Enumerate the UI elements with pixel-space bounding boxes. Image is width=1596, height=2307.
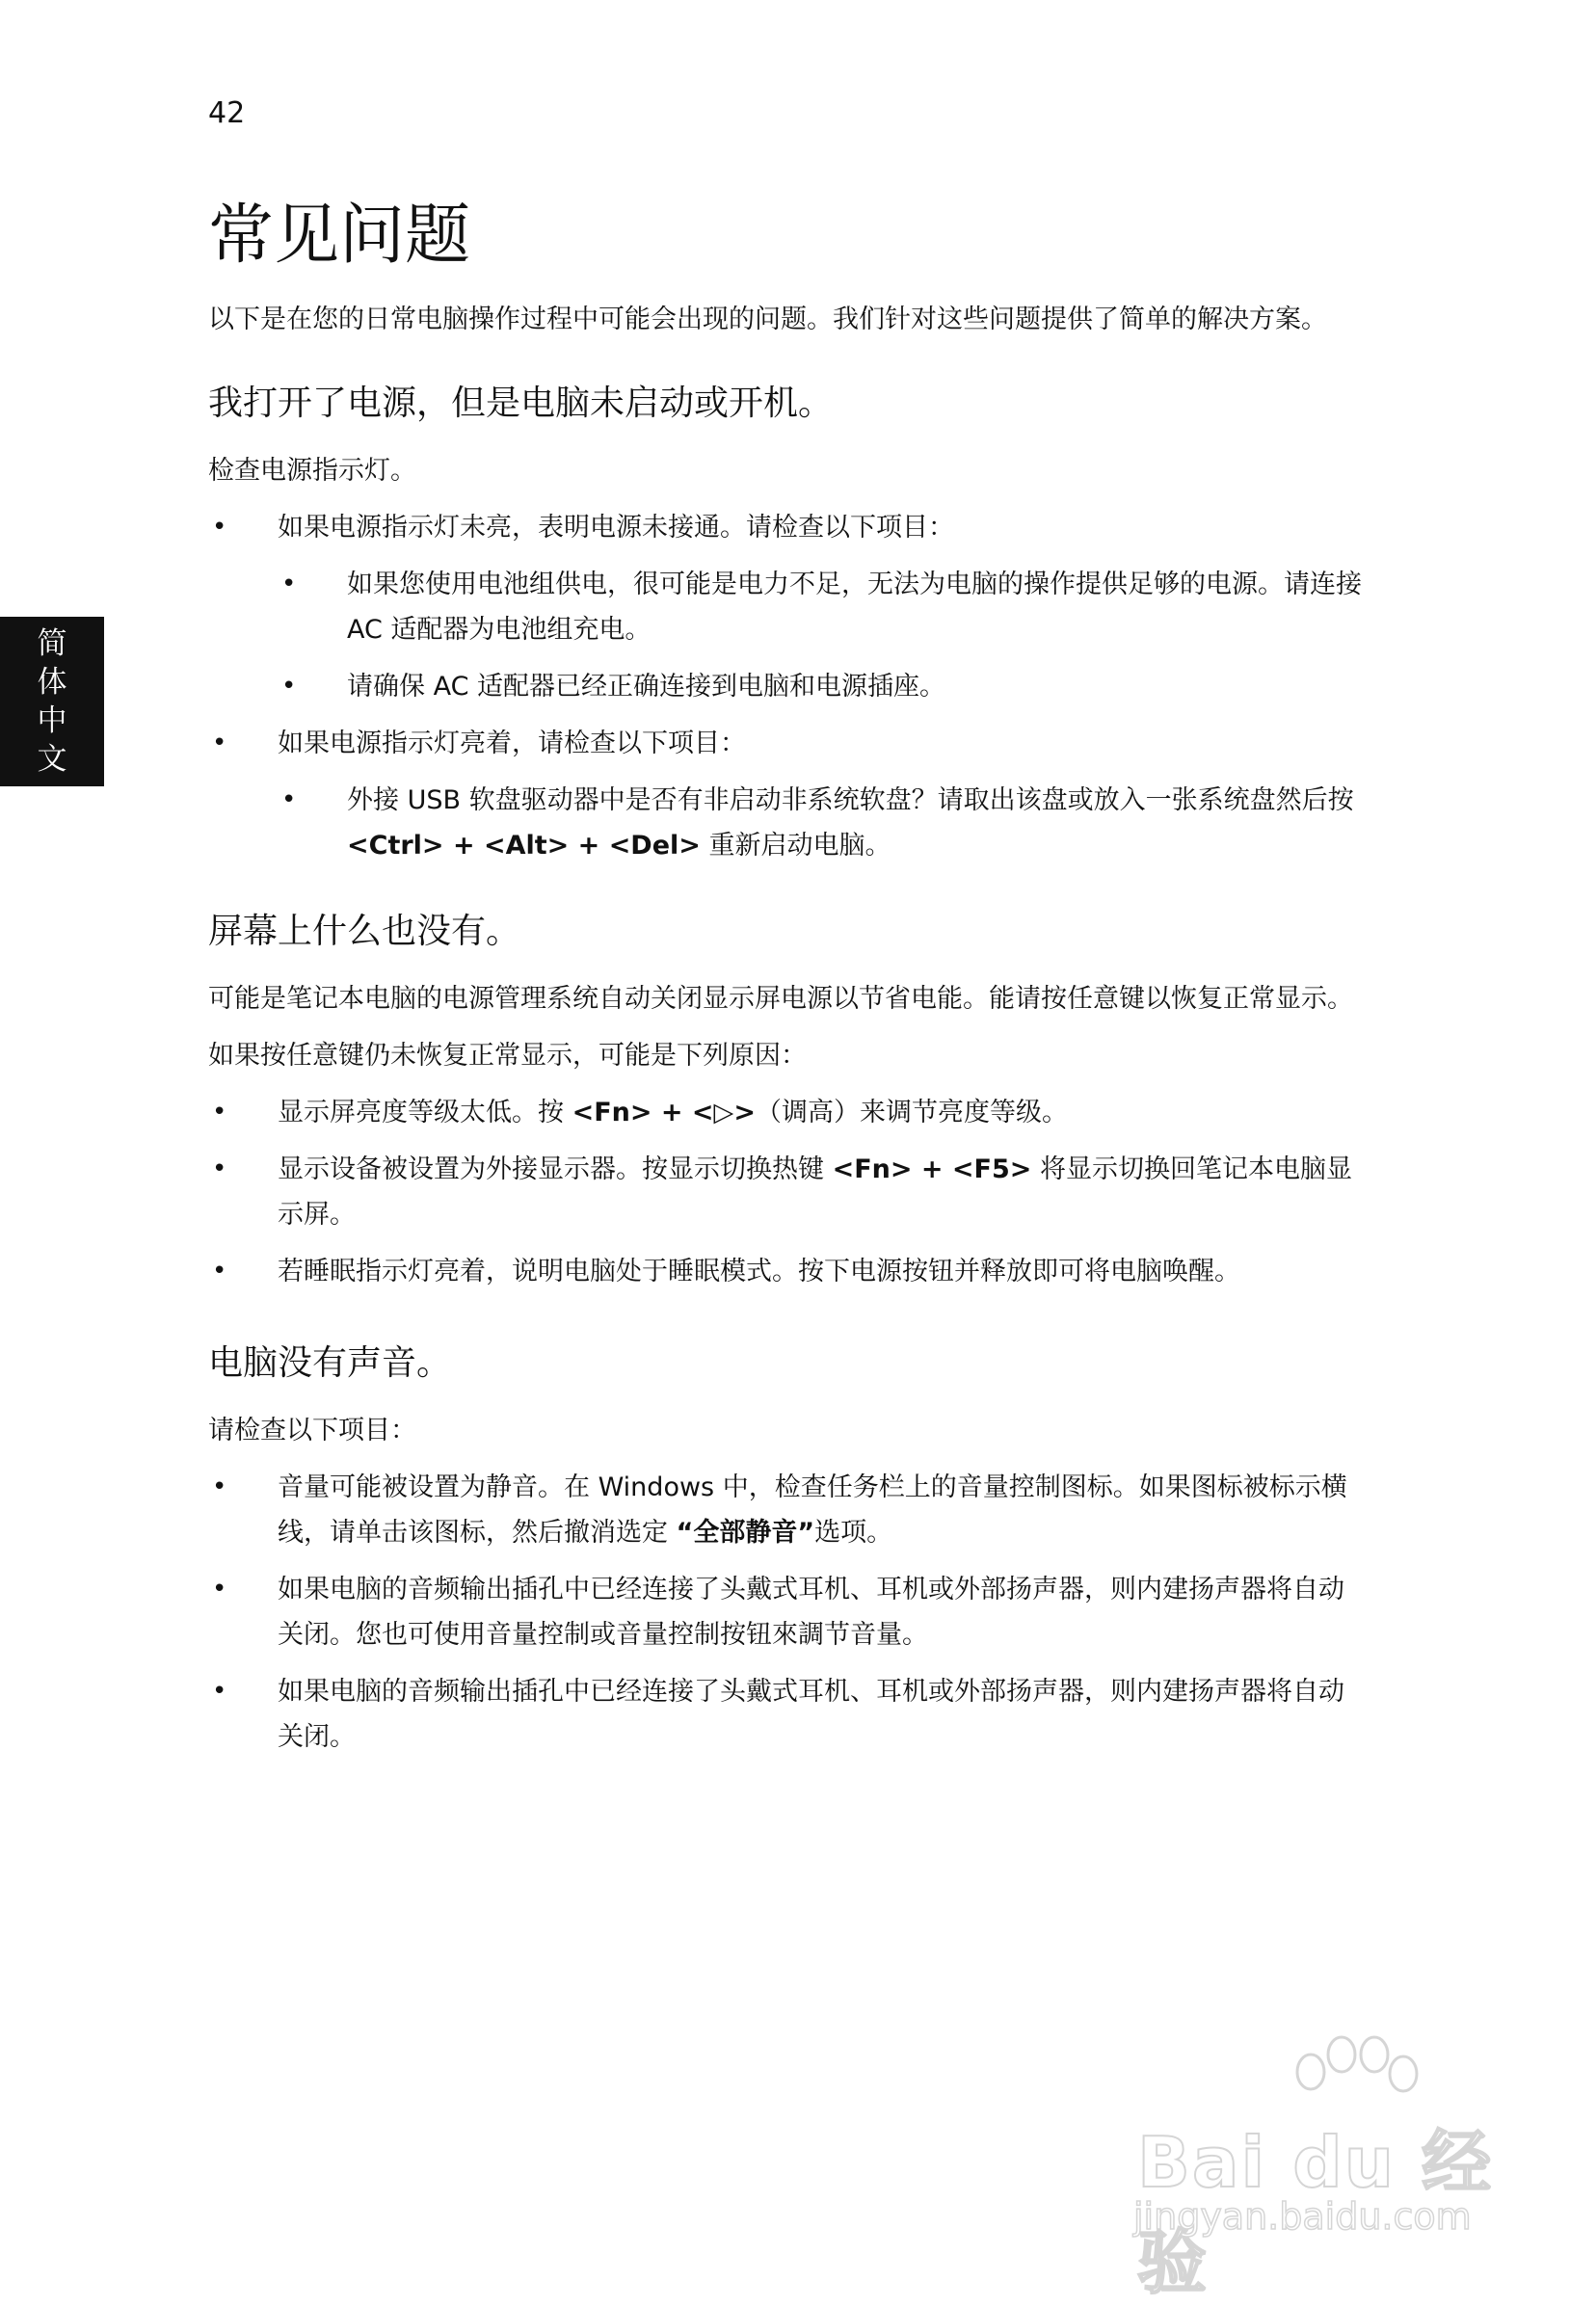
intro-paragraph: 以下是在您的日常电脑操作过程中可能会出现的问题。我们针对这些问题提供了简单的解决方案。: [208, 305, 1327, 334]
power-checklist: [208, 505, 1365, 868]
side-tab-char: 体: [37, 665, 67, 700]
baidu-watermark: [1128, 2033, 1503, 2303]
key-combo: <Ctrl> + <Alt> + <Del>: [347, 831, 701, 861]
list-item-text: 如果您使用电池组供电，很可能是电力不足，无法为电脑的操作提供足够的电源。请连接 AC 适配器为电池组充电。: [347, 570, 1362, 645]
list-item: [208, 1567, 1365, 1657]
section-lead-power: 检查电源指示灯。: [208, 456, 416, 486]
language-side-tab: [0, 617, 104, 786]
list-item-text: 若睡眠指示灯亮着，说明电脑处于睡眠模式。按下电源按钮并释放即可将电脑唤醒。: [278, 1257, 1240, 1286]
page-title: 常见问题: [208, 198, 471, 274]
bullet-icon: •: [212, 513, 227, 542]
bullet-icon: •: [212, 1098, 227, 1127]
list-item-text: 外接 USB 软盘驱动器中是否有非启动非系统软盘？请取出该盘或放入一张系统盘然后按: [347, 785, 1354, 815]
bullet-icon: •: [212, 1677, 227, 1706]
list-item: [208, 562, 1365, 652]
list-item-text: 如果电脑的音频输出插孔中已经连接了头戴式耳机、耳机或外部扬声器，则内建扬声器将自动关闭。: [278, 1677, 1344, 1752]
list-item-text: 重新启动电脑。: [700, 831, 891, 861]
bullet-icon: •: [281, 672, 297, 701]
list-item-text: 选项。: [814, 1518, 893, 1548]
list-item: [208, 664, 1365, 709]
emphasis-text: “全部静音”: [676, 1518, 815, 1548]
bullet-icon: •: [281, 785, 297, 814]
screen-checklist: [208, 1090, 1365, 1294]
side-tab-char: 中: [37, 703, 67, 738]
bullet-icon: •: [212, 1472, 227, 1501]
section-heading-sound: 电脑没有声音。: [208, 1343, 452, 1383]
list-item-text: 如果电源指示灯未亮，表明电源未接通。请检查以下项目：: [278, 513, 954, 543]
list-item-text: （调高）来调节亮度等级。: [755, 1098, 1068, 1127]
list-item-text: 请确保 AC 适配器已经正确连接到电脑和电源插座。: [347, 672, 946, 702]
key-combo: <Fn> + <▷>: [572, 1098, 756, 1127]
bullet-icon: •: [212, 1257, 227, 1286]
list-item: [208, 1249, 1365, 1294]
list-item: [208, 778, 1365, 868]
section-heading-screen: 屏幕上什么也没有。: [208, 912, 521, 951]
key-combo: <Fn> + <F5>: [832, 1154, 1032, 1184]
bullet-icon: •: [281, 570, 297, 598]
sound-checklist: [208, 1465, 1365, 1760]
section-paragraph: 可能是笔记本电脑的电源管理系统自动关闭显示屏电源以节省电能。能请按任意键以恢复正常显示。: [208, 984, 1353, 1014]
list-item-text: 如果电脑的音频输出插孔中已经连接了头戴式耳机、耳机或外部扬声器，则内建扬声器将自动关闭。您也可使用音量控制或音量控制按钮來調节音量。: [278, 1575, 1344, 1650]
list-item: [208, 1669, 1365, 1760]
list-item: [208, 1465, 1365, 1555]
document-body: [208, 193, 1365, 1760]
list-item: [208, 505, 1365, 550]
list-item-text: 如果电源指示灯亮着，请检查以下项目：: [278, 729, 746, 758]
bullet-icon: •: [212, 729, 227, 757]
list-item: [208, 1147, 1365, 1237]
list-item-text: 将显示切换回笔记本电脑显示屏。: [278, 1154, 1352, 1230]
list-item-text: 显示屏亮度等级太低。按: [278, 1098, 572, 1127]
section-lead-sound: 请检查以下项目：: [208, 1416, 416, 1445]
list-item: [208, 721, 1365, 766]
section-paragraph: 如果按任意键仍未恢复正常显示，可能是下列原因：: [208, 1041, 807, 1071]
bullet-icon: •: [212, 1575, 227, 1604]
side-tab-char: 文: [37, 742, 67, 777]
bullet-icon: •: [212, 1154, 227, 1183]
watermark-brand: Bai du 经验: [1137, 2122, 1494, 2303]
page-number: 42: [208, 96, 246, 130]
list-item-text: 音量可能被设置为静音。在 Windows 中，检查任务栏上的音量控制图标。如果图标被标示横线，请单击该图标，然后撤消选定: [278, 1472, 1347, 1548]
list-item-text: 显示设备被设置为外接显示器。按显示切换热键: [278, 1154, 833, 1184]
list-item: [208, 1090, 1365, 1135]
section-heading-power: 我打开了电源，但是电脑未启动或开机。: [208, 384, 834, 423]
side-tab-char: 简: [37, 626, 67, 661]
watermark-url: jingyan.baidu.com: [1133, 2195, 1472, 2238]
